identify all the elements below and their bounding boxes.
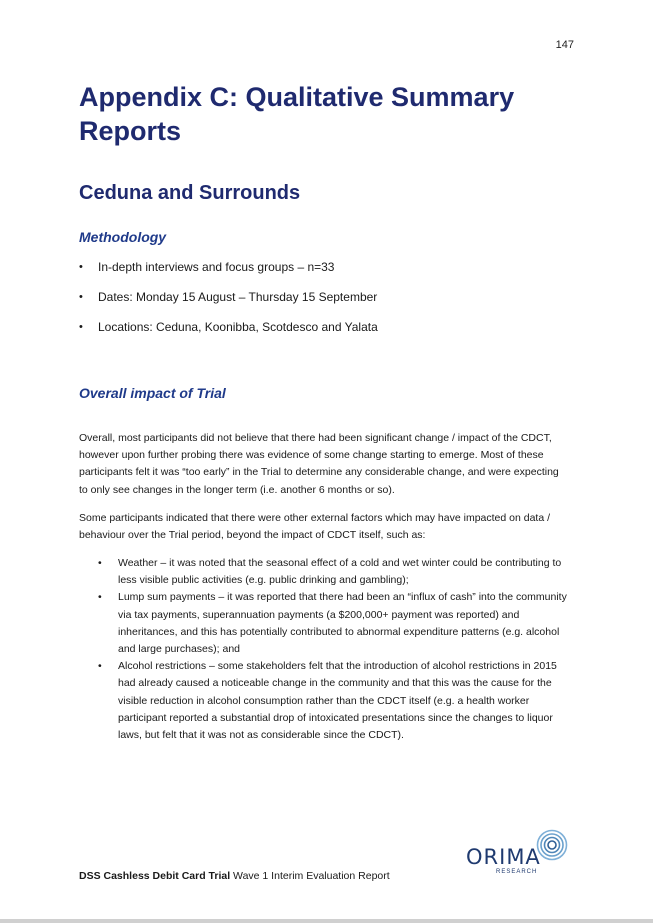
page-bottom-divider <box>0 919 653 923</box>
appendix-title: Appendix C: Qualitative Summary Reports <box>79 82 515 146</box>
footer-report-title: Wave 1 Interim Evaluation Report <box>230 870 390 882</box>
logo-tagline: RESEARCH <box>496 869 538 875</box>
methodology-list <box>79 260 378 350</box>
factor-alcohol-restrictions: • Alcohol restrictions – some stakeholders felt that the introduction of alcohol restrictions in 2015 had already caused a noticeable change in the community and that this was the cause for the visible reduction in alcohol consumption rather than the CDCT itself (e.g. a health worker participant reported a substantial drop of intoxicated presentations since the changes to liquor laws, but felt that it was not as considerable since the CDCT). <box>98 658 568 744</box>
factor-weather: • Weather – it was noted that the seasonal effect of a cold and wet winter could be contributing to less visible public activities (e.g. public drinking and gambling); <box>98 555 568 589</box>
methodology-item-interviews: • In-depth interviews and focus groups – n=33 <box>79 260 378 290</box>
impact-paragraph-1: Overall, most participants did not believe that there had been significant change / impact of the CDCT, however upon further probing there was evidence of some change starting to emerge. Most of these participants felt it was “too early” in the Trial to determine any considerable change, and were expecting to only see changes in the longer term (i.e. another 6 months or so). <box>79 432 559 496</box>
logo-wordmark: ORIMA <box>466 845 541 869</box>
logo-circles-icon <box>536 829 568 861</box>
section-title: Ceduna and Surrounds <box>79 182 301 204</box>
methodology-heading: Methodology <box>79 229 167 245</box>
impact-heading: Overall impact of Trial <box>79 385 226 401</box>
external-factors-list <box>98 555 568 744</box>
impact-paragraph-2: Some participants indicated that there were other external factors which may have impacted on data / behaviour over the Trial period, beyond the impact of CDCT itself, such as: <box>79 512 551 542</box>
orima-logo <box>466 829 570 879</box>
methodology-item-locations: • Locations: Ceduna, Koonibba, Scotdesco and Yalata <box>79 320 378 350</box>
factor-lump-sum-payments: • Lump sum payments – it was reported that there had been an “influx of cash” into the community via tax payments, superannuation payments (a $200,000+ payment was reported) and inheritances, and this has potentially contributed to abnormal expenditure patterns (e.g. alcohol and large purchases); and <box>98 589 568 658</box>
page-number: 147 <box>555 39 574 51</box>
footer-report-series: DSS Cashless Debit Card Trial <box>79 870 231 882</box>
footer <box>79 870 390 882</box>
methodology-item-dates: • Dates: Monday 15 August – Thursday 15 September <box>79 290 378 320</box>
